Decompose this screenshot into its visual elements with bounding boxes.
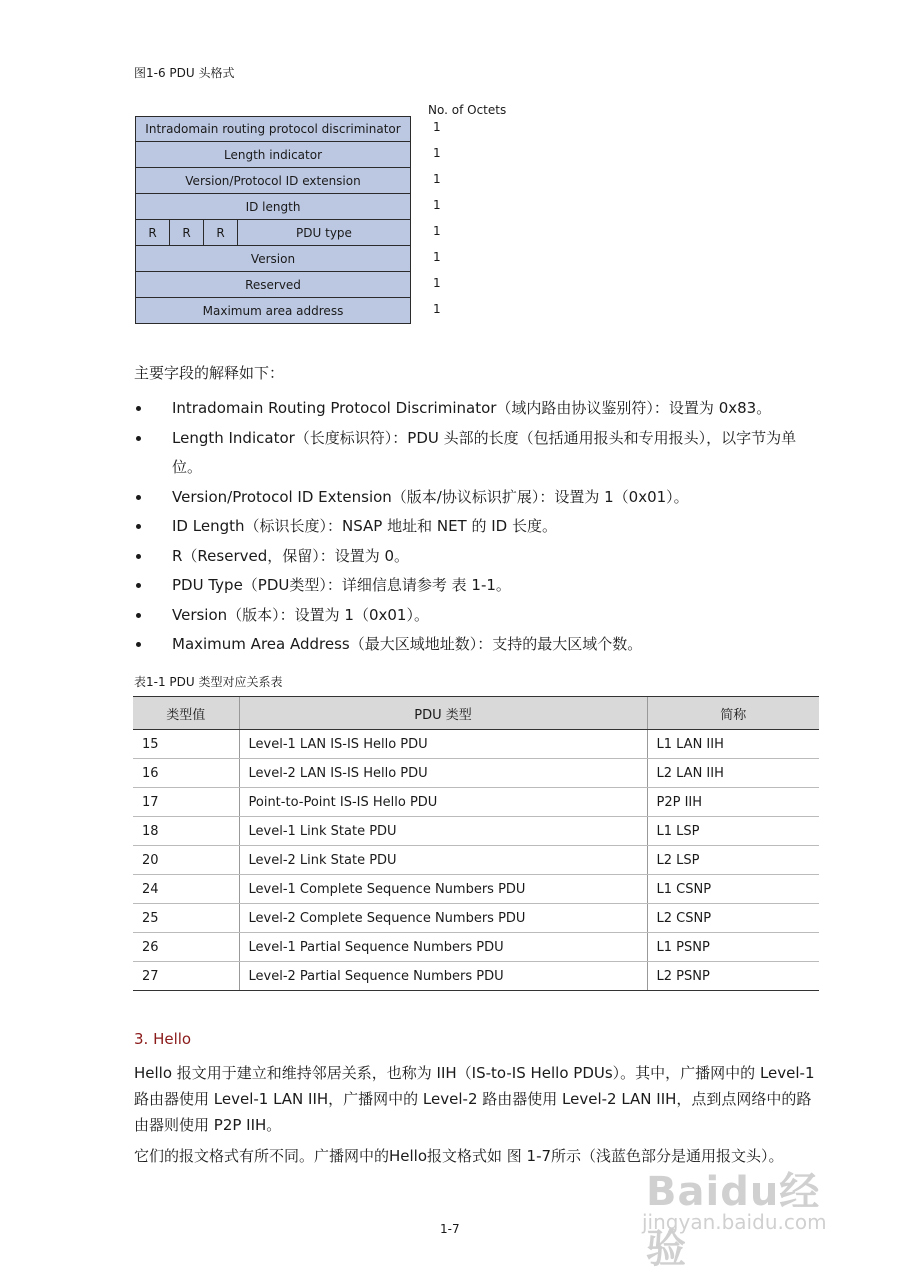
cell-abbreviation: L2 LSP [647,846,819,875]
cell-pdu-type: Level-2 Link State PDU [239,846,647,875]
octet-value: 1 [433,224,441,238]
octet-value: 1 [433,302,441,316]
table-row [133,875,819,904]
cell-type-value: 27 [133,962,239,991]
cell-pdu-type: Level-2 Complete Sequence Numbers PDU [239,904,647,933]
cell-pdu-type: Level-2 LAN IS-IS Hello PDU [239,759,647,788]
bullet-icon [136,583,141,588]
cell-pdu-type: Point-to-Point IS-IS Hello PDU [239,788,647,817]
pdu-type-field: PDU type [296,225,352,240]
list-item [134,571,824,601]
watermark-url: jingyan.baidu.com [642,1210,827,1234]
cell-type-value: 16 [133,759,239,788]
cell-abbreviation: L2 PSNP [647,962,819,991]
cell-pdu-type: Level-1 Partial Sequence Numbers PDU [239,933,647,962]
cell-pdu-type: Level-1 Complete Sequence Numbers PDU [239,875,647,904]
octet-value: 1 [433,250,441,264]
cell-abbreviation: L2 LAN IIH [647,759,819,788]
bullet-icon [136,436,141,441]
octets-column-title: No. of Octets [428,103,507,117]
table-row [133,962,819,991]
octet-value: 1 [433,120,441,134]
cell-type-value: 26 [133,933,239,962]
cell-type-value: 17 [133,788,239,817]
table-row [133,730,819,759]
bullet-icon [136,406,141,411]
cell-type-value: 18 [133,817,239,846]
list-item-text: ID Length（标识长度）：NSAP 地址和 NET 的 ID 长度。 [172,517,557,535]
list-item-text: Version/Protocol ID Extension（版本/协议标识扩展）：设置为 1（0x01）。 [172,487,689,506]
diagram-row-pdu-type [135,220,411,246]
page-number: 1-7 [440,1222,460,1236]
table-row [133,817,819,846]
reserved-bit-2: R [170,220,204,245]
diagram-row-discriminator: Intradomain routing protocol discriminator [135,116,411,142]
list-item-text: Maximum Area Address（最大区域地址数）：支持的最大区域个数。 [172,635,643,653]
header-type-value: 类型值 [133,697,239,730]
bullet-icon [136,554,141,559]
octet-value: 1 [433,146,441,160]
cell-type-value: 24 [133,875,239,904]
reserved-bit-3: R [204,220,238,245]
field-explanation-list [134,394,824,660]
list-item [134,542,824,572]
list-item [134,601,824,631]
cell-abbreviation: L1 LSP [647,817,819,846]
table-row [133,904,819,933]
diagram-row-version: Version [135,246,411,272]
hello-format-paragraph: 它们的报文格式有所不同。广播网中的Hello报文格式如 图 1-7所示（浅蓝色部分是通用报文头）。 [134,1147,784,1165]
list-item-text: R（Reserved，保留）：设置为 0。 [172,546,410,565]
diagram-row-length-indicator: Length indicator [135,142,411,168]
octet-value: 1 [433,172,441,186]
bullet-icon [136,524,141,529]
octet-value: 1 [433,276,441,290]
table-row [133,788,819,817]
intro-text: 主要字段的解释如下： [134,364,285,382]
list-item-text: Version（版本）：设置为 1（0x01）。 [172,605,429,624]
list-item [134,512,824,542]
diagram-row-reserved: Reserved [135,272,411,298]
cell-abbreviation: L1 PSNP [647,933,819,962]
list-item [134,630,824,660]
table-header-row [133,697,819,730]
cell-abbreviation: L1 CSNP [647,875,819,904]
header-abbreviation: 简称 [647,697,819,730]
cell-type-value: 20 [133,846,239,875]
reserved-bit-1: R [136,220,170,245]
hello-paragraph: Hello 报文用于建立和维持邻居关系，也称为 IIH（IS-to-IS Hello PDUs）。其中，广播网中的 Level-1 路由器使用 Level-1 LAN IIH，广播网中的 Level-2 路由器使用 Level-2 LAN IIH，点到点网络中的路由器则使用 P2P IIH。 [134,1064,815,1134]
bullet-icon [136,642,141,647]
table-row [133,759,819,788]
cell-abbreviation: P2P IIH [647,788,819,817]
header-pdu-type: PDU 类型 [239,697,647,730]
list-item-text: Length Indicator（长度标识符）：PDU 头部的长度（包括通用报头和专用报头），以字节为单位。 [172,428,797,476]
list-item [134,424,824,483]
baidu-watermark [642,1160,852,1272]
figure-caption: 图1-6 PDU 头格式 [134,66,235,80]
bullet-icon [136,613,141,618]
pdu-header-diagram [135,116,411,324]
cell-abbreviation: L2 CSNP [647,904,819,933]
diagram-row-version-protocol-id: Version/Protocol ID extension [135,168,411,194]
table-row [133,846,819,875]
list-item [134,483,824,513]
octets-column [433,116,463,324]
cell-pdu-type: Level-2 Partial Sequence Numbers PDU [239,962,647,991]
cell-pdu-type: Level-1 LAN IS-IS Hello PDU [239,730,647,759]
octet-value: 1 [433,198,441,212]
watermark-logo: Baidu经验 [646,1169,821,1272]
diagram-row-max-area-address: Maximum area address [135,298,411,324]
diagram-row-id-length: ID length [135,194,411,220]
section-title: 3. Hello [134,1030,192,1048]
list-item [134,394,824,424]
list-item-text: PDU Type（PDU类型）：详细信息请参考 表 1-1。 [172,576,511,594]
table-caption: 表1-1 PDU 类型对应关系表 [134,675,283,689]
table-row [133,933,819,962]
bullet-icon [136,495,141,500]
list-item-text: Intradomain Routing Protocol Discriminator（域内路由协议鉴别符）：设置为 0x83。 [172,399,772,417]
cell-type-value: 15 [133,730,239,759]
pdu-type-table [133,696,819,991]
cell-abbreviation: L1 LAN IIH [647,730,819,759]
cell-pdu-type: Level-1 Link State PDU [239,817,647,846]
cell-type-value: 25 [133,904,239,933]
